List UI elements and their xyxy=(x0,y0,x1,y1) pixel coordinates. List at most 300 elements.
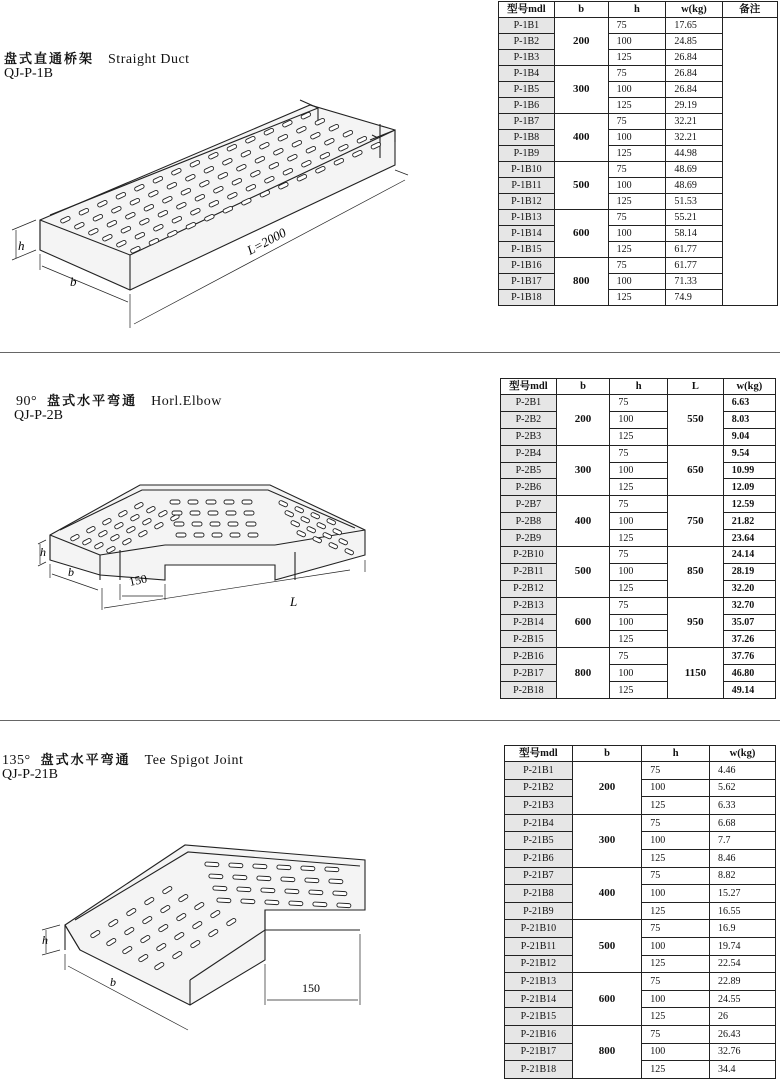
height-cell: 125 xyxy=(608,98,666,114)
weight-cell: 12.09 xyxy=(723,479,775,496)
table-row xyxy=(501,597,776,614)
weight-cell: 9.04 xyxy=(723,428,775,445)
model-cell: P-1B7 xyxy=(499,114,555,130)
length-cell: 1150 xyxy=(668,648,724,699)
perforation-slot xyxy=(333,891,347,896)
width-cell: 200 xyxy=(572,762,641,815)
weight-cell: 61.77 xyxy=(666,242,722,258)
height-cell: 125 xyxy=(610,682,668,699)
weight-cell: 16.9 xyxy=(709,920,775,938)
dim-b-label: b xyxy=(110,975,116,989)
remarks-cell xyxy=(722,18,778,306)
height-cell: 125 xyxy=(610,530,668,547)
weight-cell: 37.76 xyxy=(723,648,775,665)
height-cell: 100 xyxy=(608,178,666,194)
weight-cell: 19.74 xyxy=(709,937,775,955)
table-row xyxy=(505,973,776,991)
height-cell: 100 xyxy=(610,513,668,530)
weight-cell: 29.19 xyxy=(666,98,722,114)
table-row xyxy=(501,411,776,428)
model-cell: P-1B17 xyxy=(499,274,555,290)
model-cell: P-21B2 xyxy=(505,779,573,797)
weight-cell: 44.98 xyxy=(666,146,722,162)
width-cell: 300 xyxy=(554,66,608,114)
model-cell: P-21B17 xyxy=(505,1043,573,1061)
model-cell: P-2B7 xyxy=(501,496,557,513)
height-cell: 75 xyxy=(608,18,666,34)
table-row xyxy=(505,867,776,885)
model-cell: P-2B11 xyxy=(501,563,557,580)
model-cell: P-2B12 xyxy=(501,580,557,597)
height-cell: 125 xyxy=(608,146,666,162)
model-cell: P-1B12 xyxy=(499,194,555,210)
model-cell: P-2B1 xyxy=(501,395,557,412)
section2-title-cn: 盘式水平弯通 xyxy=(47,394,138,409)
model-cell: P-1B3 xyxy=(499,50,555,66)
table-row xyxy=(501,479,776,496)
perforation-slot xyxy=(285,889,299,894)
table-row xyxy=(499,18,778,34)
weight-cell: 32.21 xyxy=(666,114,722,130)
weight-cell: 37.26 xyxy=(723,631,775,648)
model-cell: P-21B9 xyxy=(505,902,573,920)
height-cell: 75 xyxy=(610,395,668,412)
table-row xyxy=(505,920,776,938)
model-cell: P-21B13 xyxy=(505,973,573,991)
width-cell: 400 xyxy=(572,867,641,920)
section1-title xyxy=(4,48,190,68)
perforation-slot xyxy=(194,533,204,537)
table-row xyxy=(505,1025,776,1043)
table-row xyxy=(501,496,776,513)
weight-cell: 5.62 xyxy=(709,779,775,797)
model-cell: P-2B13 xyxy=(501,597,557,614)
weight-cell: 46.80 xyxy=(723,665,775,682)
model-cell: P-1B1 xyxy=(499,18,555,34)
table-row xyxy=(501,563,776,580)
table-row xyxy=(501,395,776,412)
model-cell: P-21B1 xyxy=(505,762,573,780)
weight-cell: 15.27 xyxy=(709,885,775,903)
section-divider xyxy=(0,352,780,353)
col-length: L xyxy=(668,379,724,395)
weight-cell: 24.85 xyxy=(666,34,722,50)
width-cell: 800 xyxy=(554,258,608,306)
dim-150-label: 150 xyxy=(302,981,320,995)
height-cell: 75 xyxy=(642,973,710,991)
model-cell: P-1B5 xyxy=(499,82,555,98)
height-cell: 100 xyxy=(608,130,666,146)
section1-code: QJ-P-1B xyxy=(4,66,54,81)
model-cell: P-1B18 xyxy=(499,290,555,306)
perforation-slot xyxy=(230,533,240,537)
dim-h-label: h xyxy=(42,933,48,947)
height-cell: 100 xyxy=(608,34,666,50)
horizontal-elbow-table xyxy=(500,378,776,699)
height-cell: 125 xyxy=(610,428,668,445)
weight-cell: 9.54 xyxy=(723,445,775,462)
model-cell: P-2B10 xyxy=(501,547,557,564)
model-cell: P-21B10 xyxy=(505,920,573,938)
height-cell: 100 xyxy=(610,411,668,428)
weight-cell: 16.55 xyxy=(709,902,775,920)
weight-cell: 4.46 xyxy=(709,762,775,780)
width-cell: 400 xyxy=(554,114,608,162)
weight-cell: 24.55 xyxy=(709,990,775,1008)
horizontal-elbow-drawing xyxy=(20,460,440,720)
width-cell: 800 xyxy=(556,648,610,699)
height-cell: 75 xyxy=(610,648,668,665)
model-cell: P-21B15 xyxy=(505,1008,573,1026)
height-cell: 75 xyxy=(610,445,668,462)
perforation-slot xyxy=(237,887,251,892)
model-cell: P-2B16 xyxy=(501,648,557,665)
length-cell: 850 xyxy=(668,547,724,598)
table-row xyxy=(501,462,776,479)
weight-cell: 49.14 xyxy=(723,682,775,699)
perforation-slot xyxy=(277,865,291,870)
perforation-slot xyxy=(208,511,218,515)
section3-code: QJ-P-21B xyxy=(2,767,59,782)
weight-cell: 12.59 xyxy=(723,496,775,513)
width-cell: 500 xyxy=(556,547,610,598)
height-cell: 100 xyxy=(610,563,668,580)
weight-cell: 8.03 xyxy=(723,411,775,428)
length-cell: 550 xyxy=(668,395,724,446)
dim-b-label: b xyxy=(70,274,77,289)
col-h: h xyxy=(610,379,668,395)
width-cell: 600 xyxy=(556,597,610,648)
table-row xyxy=(505,762,776,780)
height-cell: 125 xyxy=(608,290,666,306)
height-cell: 125 xyxy=(642,797,710,815)
weight-cell: 32.70 xyxy=(723,597,775,614)
height-cell: 125 xyxy=(608,50,666,66)
height-cell: 100 xyxy=(608,82,666,98)
section3-title-cn: 盘式水平弯通 xyxy=(40,753,131,768)
height-cell: 100 xyxy=(608,274,666,290)
weight-cell: 32.76 xyxy=(709,1043,775,1061)
height-cell: 75 xyxy=(642,1025,710,1043)
height-cell: 100 xyxy=(610,665,668,682)
weight-cell: 24.14 xyxy=(723,547,775,564)
perforation-slot xyxy=(217,898,231,903)
perforation-slot xyxy=(329,879,343,884)
model-cell: P-1B15 xyxy=(499,242,555,258)
col-b: b xyxy=(554,2,608,18)
perforation-slot xyxy=(213,886,227,891)
perforation-slot xyxy=(226,511,236,515)
section1-title-en: Straight Duct xyxy=(108,52,190,67)
perforation-slot xyxy=(261,888,275,893)
perforation-slot xyxy=(242,500,252,504)
height-cell: 75 xyxy=(642,814,710,832)
perforation-slot xyxy=(228,522,238,526)
dim-150-label: 150 xyxy=(127,571,149,589)
weight-cell: 26 xyxy=(709,1008,775,1026)
perforation-slot xyxy=(172,511,182,515)
perforation-slot xyxy=(281,877,295,882)
col-weight: w(kg) xyxy=(723,379,775,395)
weight-cell: 22.89 xyxy=(709,973,775,991)
width-cell: 600 xyxy=(572,973,641,1026)
weight-cell: 61.77 xyxy=(666,258,722,274)
width-cell: 300 xyxy=(556,445,610,496)
height-cell: 125 xyxy=(642,1008,710,1026)
dim-length-label: L xyxy=(290,594,298,609)
model-cell: P-1B4 xyxy=(499,66,555,82)
height-cell: 125 xyxy=(642,849,710,867)
model-cell: P-2B14 xyxy=(501,614,557,631)
model-cell: P-21B7 xyxy=(505,867,573,885)
width-cell: 300 xyxy=(572,814,641,867)
height-cell: 75 xyxy=(610,547,668,564)
model-cell: P-21B8 xyxy=(505,885,573,903)
weight-cell: 23.64 xyxy=(723,530,775,547)
table-header-row xyxy=(501,379,776,395)
table-row xyxy=(501,513,776,530)
perforation-slot xyxy=(206,500,216,504)
perforation-slot xyxy=(205,862,219,867)
model-cell: P-1B14 xyxy=(499,226,555,242)
table-row xyxy=(501,445,776,462)
model-cell: P-21B18 xyxy=(505,1061,573,1079)
model-cell: P-1B8 xyxy=(499,130,555,146)
weight-cell: 58.14 xyxy=(666,226,722,242)
col-model: 型号mdl xyxy=(499,2,555,18)
perforation-slot xyxy=(257,876,271,881)
model-cell: P-1B10 xyxy=(499,162,555,178)
height-cell: 100 xyxy=(642,779,710,797)
perforation-slot xyxy=(233,875,247,880)
weight-cell: 32.21 xyxy=(666,130,722,146)
height-cell: 100 xyxy=(642,885,710,903)
weight-cell: 71.33 xyxy=(666,274,722,290)
model-cell: P-2B15 xyxy=(501,631,557,648)
table-header-row xyxy=(499,2,778,18)
col-h: h xyxy=(608,2,666,18)
model-cell: P-1B13 xyxy=(499,210,555,226)
straight-duct-table xyxy=(498,1,778,306)
perforation-slot xyxy=(289,901,303,906)
perforation-slot xyxy=(241,899,255,904)
col-h: h xyxy=(642,746,710,762)
model-cell: P-2B2 xyxy=(501,411,557,428)
model-cell: P-1B9 xyxy=(499,146,555,162)
table-row xyxy=(501,547,776,564)
table-row xyxy=(501,631,776,648)
width-cell: 800 xyxy=(572,1025,641,1078)
spigot-joint-drawing xyxy=(20,830,440,1070)
weight-cell: 26.84 xyxy=(666,50,722,66)
perforation-slot xyxy=(244,511,254,515)
table-header-row xyxy=(505,746,776,762)
height-cell: 100 xyxy=(608,226,666,242)
length-cell: 650 xyxy=(668,445,724,496)
height-cell: 75 xyxy=(608,66,666,82)
model-cell: P-21B16 xyxy=(505,1025,573,1043)
weight-cell: 26.84 xyxy=(666,82,722,98)
weight-cell: 17.65 xyxy=(666,18,722,34)
weight-cell: 26.43 xyxy=(709,1025,775,1043)
model-cell: P-21B3 xyxy=(505,797,573,815)
section2-title xyxy=(16,390,222,410)
model-cell: P-2B9 xyxy=(501,530,557,547)
model-cell: P-21B6 xyxy=(505,849,573,867)
height-cell: 75 xyxy=(642,867,710,885)
section3-title xyxy=(2,749,243,769)
weight-cell: 8.82 xyxy=(709,867,775,885)
height-cell: 75 xyxy=(608,258,666,274)
height-cell: 125 xyxy=(608,242,666,258)
model-cell: P-2B17 xyxy=(501,665,557,682)
table-row xyxy=(501,682,776,699)
weight-cell: 6.33 xyxy=(709,797,775,815)
height-cell: 125 xyxy=(610,580,668,597)
section1-title-cn: 盘式直通桥架 xyxy=(4,52,95,67)
model-cell: P-1B2 xyxy=(499,34,555,50)
col-weight: w(kg) xyxy=(666,2,722,18)
width-cell: 600 xyxy=(554,210,608,258)
section3-angle: 135° xyxy=(2,753,31,768)
col-weight: w(kg) xyxy=(709,746,775,762)
col-model: 型号mdl xyxy=(505,746,573,762)
width-cell: 200 xyxy=(556,395,610,446)
col-b: b xyxy=(556,379,610,395)
length-cell: 950 xyxy=(668,597,724,648)
model-cell: P-2B4 xyxy=(501,445,557,462)
height-cell: 125 xyxy=(610,631,668,648)
height-cell: 125 xyxy=(608,194,666,210)
width-cell: 500 xyxy=(572,920,641,973)
weight-cell: 28.19 xyxy=(723,563,775,580)
model-cell: P-2B3 xyxy=(501,428,557,445)
weight-cell: 21.82 xyxy=(723,513,775,530)
weight-cell: 55.21 xyxy=(666,210,722,226)
height-cell: 100 xyxy=(642,937,710,955)
perforation-slot xyxy=(246,522,256,526)
perforation-slot xyxy=(265,900,279,905)
perforation-slot xyxy=(313,902,327,907)
model-cell: P-2B6 xyxy=(501,479,557,496)
col-model: 型号mdl xyxy=(501,379,557,395)
table-row xyxy=(501,665,776,682)
perforation-slot xyxy=(337,903,351,908)
section2-title-en: Horl.Elbow xyxy=(151,394,222,409)
weight-cell: 51.53 xyxy=(666,194,722,210)
section3-title-en: Tee Spigot Joint xyxy=(144,753,244,768)
section2-code: QJ-P-2B xyxy=(14,408,64,423)
height-cell: 75 xyxy=(610,597,668,614)
weight-cell: 6.68 xyxy=(709,814,775,832)
col-remarks: 备注 xyxy=(722,2,778,18)
length-cell: 750 xyxy=(668,496,724,547)
height-cell: 100 xyxy=(642,990,710,1008)
perforation-slot xyxy=(301,866,315,871)
straight-duct-drawing xyxy=(0,80,420,350)
width-cell: 400 xyxy=(556,496,610,547)
model-cell: P-21B12 xyxy=(505,955,573,973)
perforation-slot xyxy=(190,511,200,515)
height-cell: 75 xyxy=(642,920,710,938)
height-cell: 75 xyxy=(608,114,666,130)
weight-cell: 7.7 xyxy=(709,832,775,850)
perforation-slot xyxy=(229,863,243,868)
table-row xyxy=(501,530,776,547)
perforation-slot xyxy=(209,874,223,879)
height-cell: 125 xyxy=(642,955,710,973)
model-cell: P-2B8 xyxy=(501,513,557,530)
perforation-slot xyxy=(212,533,222,537)
perforation-slot xyxy=(176,533,186,537)
perforation-slot xyxy=(210,522,220,526)
model-cell: P-1B16 xyxy=(499,258,555,274)
model-cell: P-1B11 xyxy=(499,178,555,194)
weight-cell: 10.99 xyxy=(723,462,775,479)
model-cell: P-21B4 xyxy=(505,814,573,832)
width-cell: 500 xyxy=(554,162,608,210)
model-cell: P-2B5 xyxy=(501,462,557,479)
table-row xyxy=(501,428,776,445)
perforation-slot xyxy=(188,500,198,504)
perforation-slot xyxy=(309,890,323,895)
weight-cell: 74.9 xyxy=(666,290,722,306)
model-cell: P-1B6 xyxy=(499,98,555,114)
model-cell: P-21B11 xyxy=(505,937,573,955)
perforation-slot xyxy=(224,500,234,504)
height-cell: 100 xyxy=(642,832,710,850)
dim-h-label: h xyxy=(40,545,46,559)
perforation-slot xyxy=(253,864,267,869)
model-cell: P-21B14 xyxy=(505,990,573,1008)
perforation-slot xyxy=(192,522,202,526)
model-cell: P-21B5 xyxy=(505,832,573,850)
table-row xyxy=(501,614,776,631)
weight-cell: 8.46 xyxy=(709,849,775,867)
height-cell: 75 xyxy=(608,162,666,178)
table-row xyxy=(501,580,776,597)
perforation-slot xyxy=(174,522,184,526)
weight-cell: 34.4 xyxy=(709,1061,775,1079)
section2-angle: 90° xyxy=(16,394,38,409)
table-row xyxy=(501,648,776,665)
weight-cell: 6.63 xyxy=(723,395,775,412)
weight-cell: 48.69 xyxy=(666,178,722,194)
height-cell: 100 xyxy=(610,614,668,631)
perforation-slot xyxy=(325,867,339,872)
perforation-slot xyxy=(305,878,319,883)
height-cell: 100 xyxy=(610,462,668,479)
height-cell: 125 xyxy=(642,1061,710,1079)
section-divider xyxy=(0,720,780,721)
model-cell: P-2B18 xyxy=(501,682,557,699)
height-cell: 125 xyxy=(642,902,710,920)
dim-h-label: h xyxy=(18,238,25,253)
weight-cell: 48.69 xyxy=(666,162,722,178)
height-cell: 75 xyxy=(608,210,666,226)
perforation-slot xyxy=(170,500,180,504)
perforation-slot xyxy=(248,533,258,537)
weight-cell: 32.20 xyxy=(723,580,775,597)
spigot-joint-table xyxy=(504,745,776,1079)
col-b: b xyxy=(572,746,641,762)
dim-length-label: L=2000 xyxy=(244,224,289,258)
height-cell: 125 xyxy=(610,479,668,496)
height-cell: 100 xyxy=(642,1043,710,1061)
width-cell: 200 xyxy=(554,18,608,66)
weight-cell: 26.84 xyxy=(666,66,722,82)
table-row xyxy=(505,814,776,832)
